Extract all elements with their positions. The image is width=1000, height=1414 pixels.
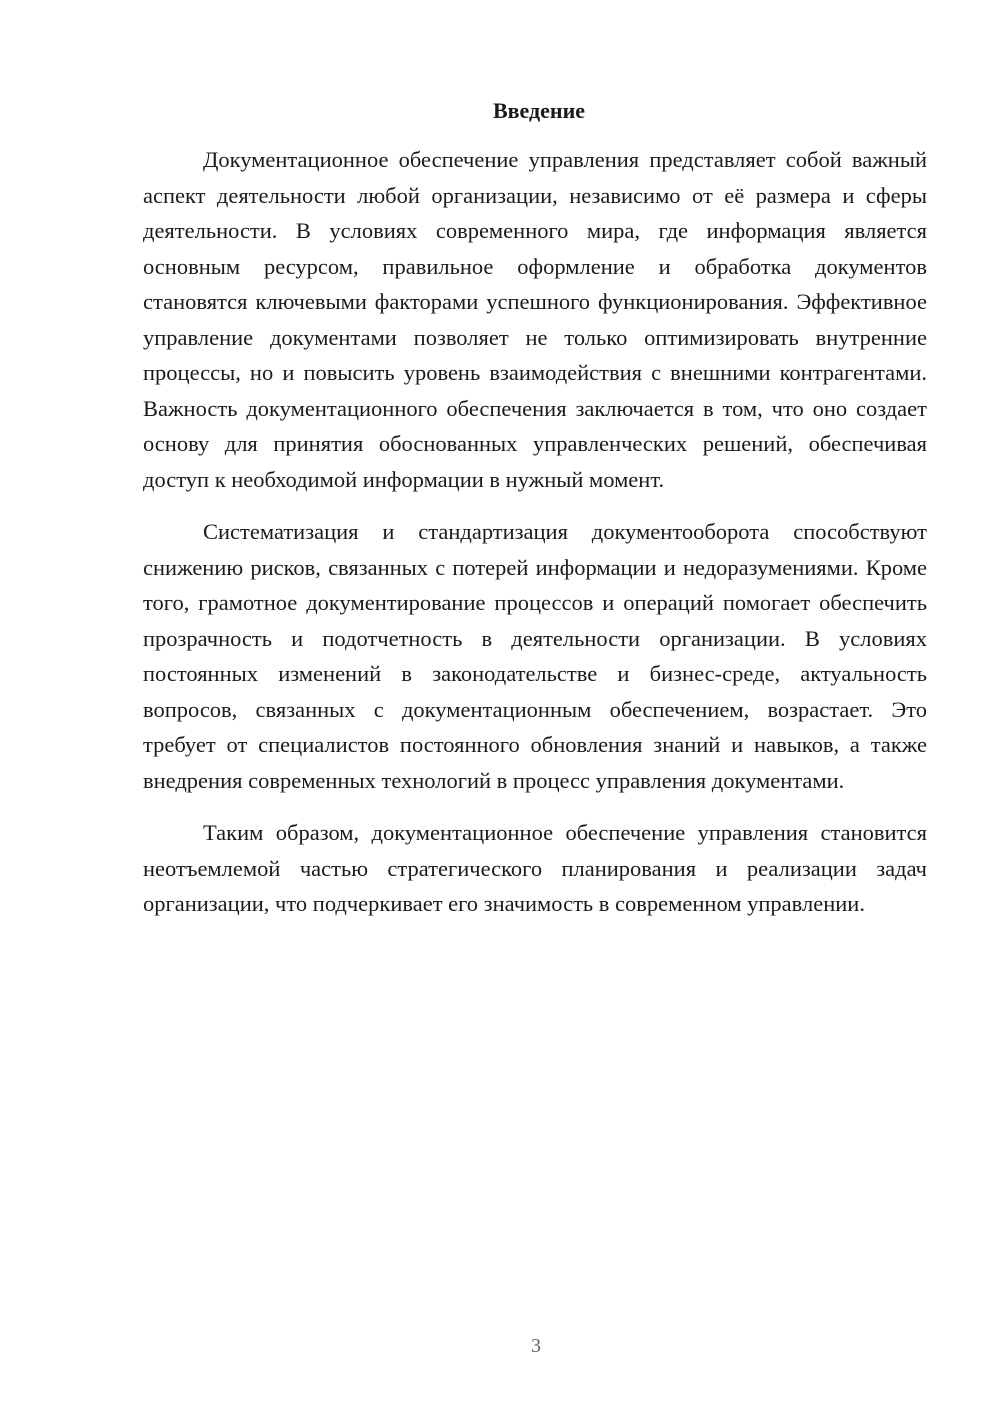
- paragraph-2: Систематизация и стандартизация документооборота способствуют снижению рисков, связанных с потерей информации и недоразумениями. Кроме того, грамотное документирование процессов и операций помогает обеспечить прозрачность и подотчетность в деятельности организации. В условиях постоянных изменений в законодательстве и бизнес-среде, актуальность вопросов, связанных с документационным обеспечением, возрастает. Это требует от специалистов постоянного обновления знаний и навыков, а также внедрения современных технологий в процесс управления документами.: [143, 519, 927, 793]
- paragraph-1: Документационное обеспечение управления представляет собой важный аспект деятельности любой организации, независимо от её размера и сферы деятельности. В условиях современного мира, где информация является основным ресурсом, правильное оформление и обработка документов становятся ключевыми факторами успешного функционирования. Эффективное управление документами позволяет не только оптимизировать внутренние процессы, но и повысить уровень взаимодействия с внешними контрагентами. Важность документационного обеспечения заключается в том, что оно создает основу для принятия обоснованных управленческих решений, обеспечивая доступ к необходимой информации в нужный момент.: [143, 147, 927, 492]
- body-text: [143, 142, 927, 922]
- section-title: Введение: [492, 98, 586, 123]
- paragraph-3: Таким образом, документационное обеспечение управления становится неотъемлемой частью стратегического планирования и реализации задач организации, что подчеркивает его значимость в современном управлении.: [143, 820, 927, 916]
- page-number: 3: [531, 1335, 541, 1357]
